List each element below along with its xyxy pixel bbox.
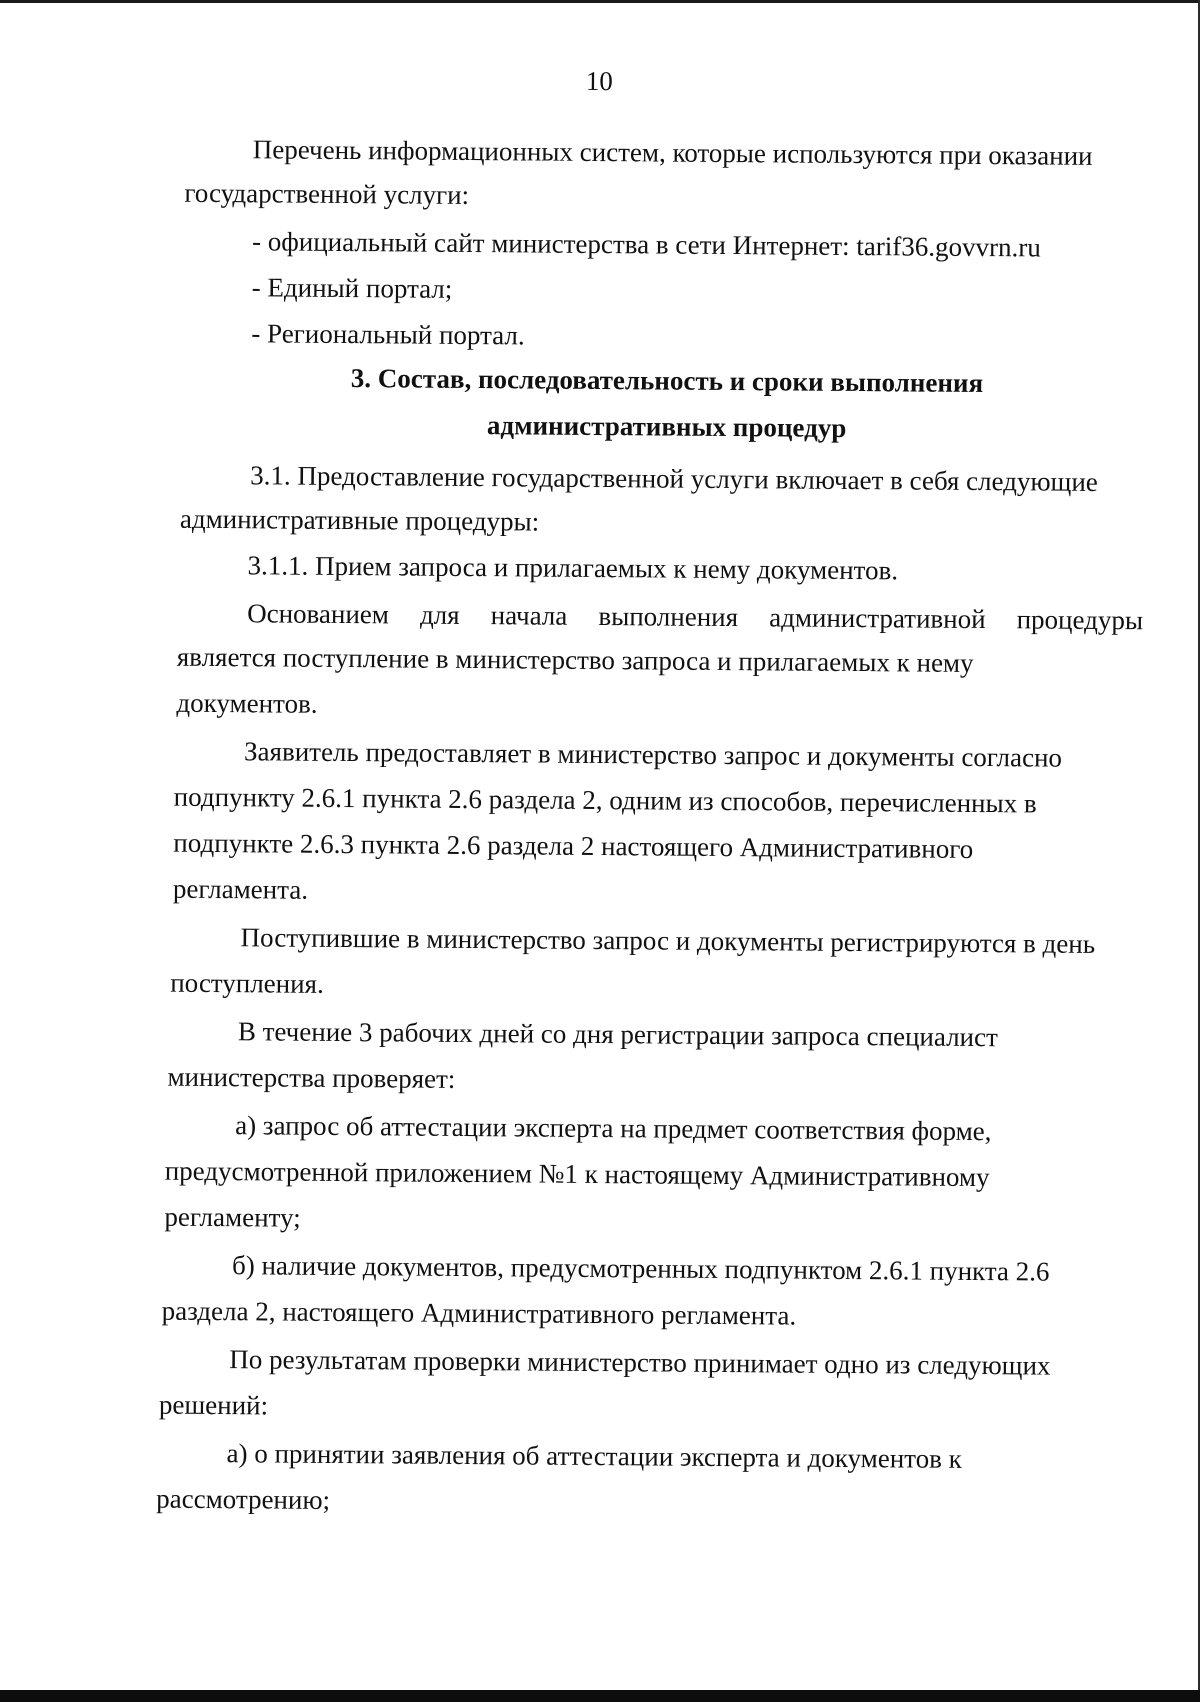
word: административной: [769, 602, 986, 635]
paragraph-line: поступления.: [170, 967, 324, 999]
list-item-official-site: - официальный сайт министерства в сети Интернет: tarif36.govvrn.ru: [251, 226, 1041, 263]
list-item-regional-portal: - Региональный портал.: [251, 318, 525, 351]
paragraph-line: Перечень информационных систем, которые используются при оказании: [252, 134, 1093, 171]
subsection-title: 3.1.1. Прием запроса и прилагаемых к нему документов.: [247, 550, 899, 586]
paragraph-line: предусмотренной приложением №1 к настоящему Административному: [164, 1155, 990, 1193]
list-item-a-decision: а) о принятии заявления об аттестации эксперта и документов к: [226, 1438, 962, 1474]
paragraph-line: 3.1. Предоставление государственной услуги включает в себя следующие: [250, 460, 1098, 497]
word: Основанием: [247, 598, 390, 630]
paragraph-line: является поступление в министерство запроса и прилагаемых к нему: [176, 641, 974, 678]
scan-edge-top: [0, 0, 1200, 3]
paragraph-line: В течение 3 рабочих дней со дня регистрации запроса специалист: [237, 1016, 998, 1053]
paragraph-line: По результатам проверки министерство принимает одно из следующих: [229, 1344, 1051, 1381]
paragraph-line: документов.: [176, 687, 318, 719]
paragraph-line: раздела 2, настоящего Административного регламента.: [161, 1295, 797, 1331]
paragraph-line: Поступившие в министерство запрос и документы регистрируются в день: [240, 922, 1096, 959]
paragraph-line: министерства проверяет:: [167, 1061, 456, 1094]
word: процедуры: [1016, 604, 1144, 636]
paragraph-line: государственной услуги:: [184, 177, 470, 210]
list-item-unified-portal: - Единый портал;: [251, 272, 453, 304]
scan-edge-bottom: [0, 1690, 1200, 1702]
word: для: [419, 599, 460, 630]
paragraph-line: рассмотрению;: [156, 1483, 331, 1515]
section-heading-line-1: 3. Состав, последовательность и сроки выполнения: [350, 363, 984, 399]
list-item-b: б) наличие документов, предусмотренных подпунктом 2.6.1 пункта 2.6: [231, 1250, 1050, 1287]
paragraph-line: решений:: [158, 1389, 269, 1421]
paragraph-line: регламента.: [172, 873, 309, 905]
paragraph-line: подпункте 2.6.3 пункта 2.6 раздела 2 настоящего Административного: [173, 827, 974, 864]
section-heading-line-2: административных процедур: [486, 410, 847, 443]
page-number: 10: [585, 65, 613, 97]
paragraph-line: регламенту;: [164, 1201, 301, 1233]
paragraph-line: подпункту 2.6.1 пункта 2.6 раздела 2, одним из способов, перечисленных в: [173, 781, 1037, 819]
word: выполнения: [598, 601, 739, 633]
paragraph-line: административные процедуры:: [179, 503, 540, 537]
paragraph-line: Заявитель предоставляет в министерство запрос и документы согласно: [243, 736, 1063, 773]
word: начала: [490, 600, 568, 631]
list-item-a: а) запрос об аттестации эксперта на предмет соответствия форме,: [235, 1110, 992, 1147]
paragraph-line-justified: [247, 597, 1143, 636]
